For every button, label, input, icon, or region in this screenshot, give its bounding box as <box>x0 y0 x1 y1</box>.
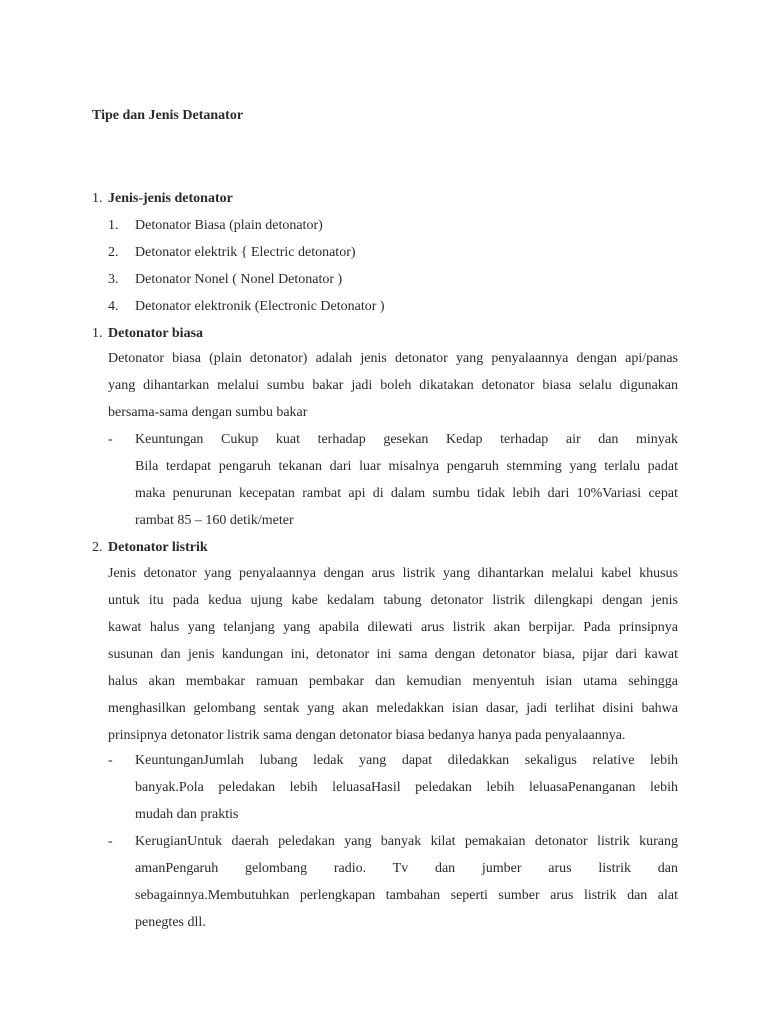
section2-paragraph-line: kawat halus yang telanjang yang apabila dilewati arus listrik akan berpijar. Pada prinsipnya <box>108 620 678 635</box>
bullet-marker: - <box>108 432 113 447</box>
type-number: 1. <box>108 218 119 233</box>
type-number: 2. <box>108 245 119 260</box>
section2-paragraph-line: menghasilkan gelombang sentak yang akan meledakkan isian dasar, jadi terlihat disini bahwa <box>108 701 678 716</box>
section1-bullet-line: Keuntungan Cukup kuat terhadap gesekan Kedap terhadap air dan minyak <box>135 432 678 447</box>
section2-bullet-line: penegtes dll. <box>135 915 206 930</box>
section2-paragraph-line: susunan dan jenis kandungan ini, detonator ini sama dengan detonator biasa, pijar dari kawat <box>108 647 678 662</box>
main-list-number: 1. <box>92 191 103 206</box>
section2-bullet-line: sebagainnya.Membutuhkan perlengkapan tambahan seperti sumber arus listrik dan alat <box>135 888 678 903</box>
type-label: Detonator Nonel ( Nonel Detonator ) <box>135 272 343 287</box>
section2-paragraph-line: halus akan membakar ramuan pembakar dan kemudian menyentuh isian utama sehingga <box>108 674 678 689</box>
type-number: 3. <box>108 272 119 287</box>
bullet-marker: - <box>108 834 113 849</box>
bullet-marker: - <box>108 753 113 768</box>
document-title: Tipe dan Jenis Detanator <box>92 108 244 123</box>
main-list-heading: Jenis-jenis detonator <box>108 191 233 206</box>
section1-paragraph-line: bersama-sama dengan sumbu bakar <box>108 405 308 420</box>
section2-bullet-line: KeuntunganJumlah lubang ledak yang dapat diledakkan sekaligus relative lebih <box>135 753 678 768</box>
section2-paragraph-line: prinsipnya detonator listrik sama dengan detonator biasa bedanya hanya pada penyalaannya. <box>108 728 626 743</box>
section2-number: 2. <box>92 540 103 555</box>
section2-bullet-line: KerugianUntuk daerah peledakan yang banyak kilat pemakaian detonator listrik kurang <box>135 834 678 849</box>
section1-number: 1. <box>92 326 103 341</box>
section1-bullet-line: Bila terdapat pengaruh tekanan dari luar misalnya pengaruh stemming yang terlalu padat <box>135 459 678 474</box>
type-label: Detonator Biasa (plain detonator) <box>135 218 323 233</box>
section2-bullet-line: banyak.Pola peledakan lebih leluasaHasil peledakan lebih leluasaPenanganan lebih <box>135 780 678 795</box>
section2-bullet-line: mudah dan praktis <box>135 807 239 822</box>
type-number: 4. <box>108 299 119 314</box>
section2-paragraph-line: untuk itu pada kedua ujung kabe kedalam tabung detonator listrik dilengkapi dengan jenis <box>108 593 678 608</box>
section2-bullet-line: amanPengaruh gelombang radio. Tv dan jumber arus listrik dan <box>135 861 678 876</box>
section1-bullet-line: maka penurunan kecepatan rambat api di dalam sumbu tidak lebih dari 10%Variasi cepat <box>135 486 678 501</box>
section1-bullet-line: rambat 85 – 160 detik/meter <box>135 513 294 528</box>
section1-paragraph-line: yang dihantarkan melalui sumbu bakar jadi boleh dikatakan detonator biasa selalu digunakan <box>108 378 678 393</box>
type-label: Detonator elektrik { Electric detonator) <box>135 245 356 260</box>
section2-paragraph-line: Jenis detonator yang penyalaannya dengan arus listrik yang dihantarkan melalui kabel khusus <box>108 566 678 581</box>
type-label: Detonator elektronik (Electronic Detonator ) <box>135 299 385 314</box>
section2-heading: Detonator listrik <box>108 540 208 555</box>
section1-heading: Detonator biasa <box>108 326 204 341</box>
section1-paragraph-line: Detonator biasa (plain detonator) adalah jenis detonator yang penyalaannya dengan api/panas <box>108 351 678 366</box>
